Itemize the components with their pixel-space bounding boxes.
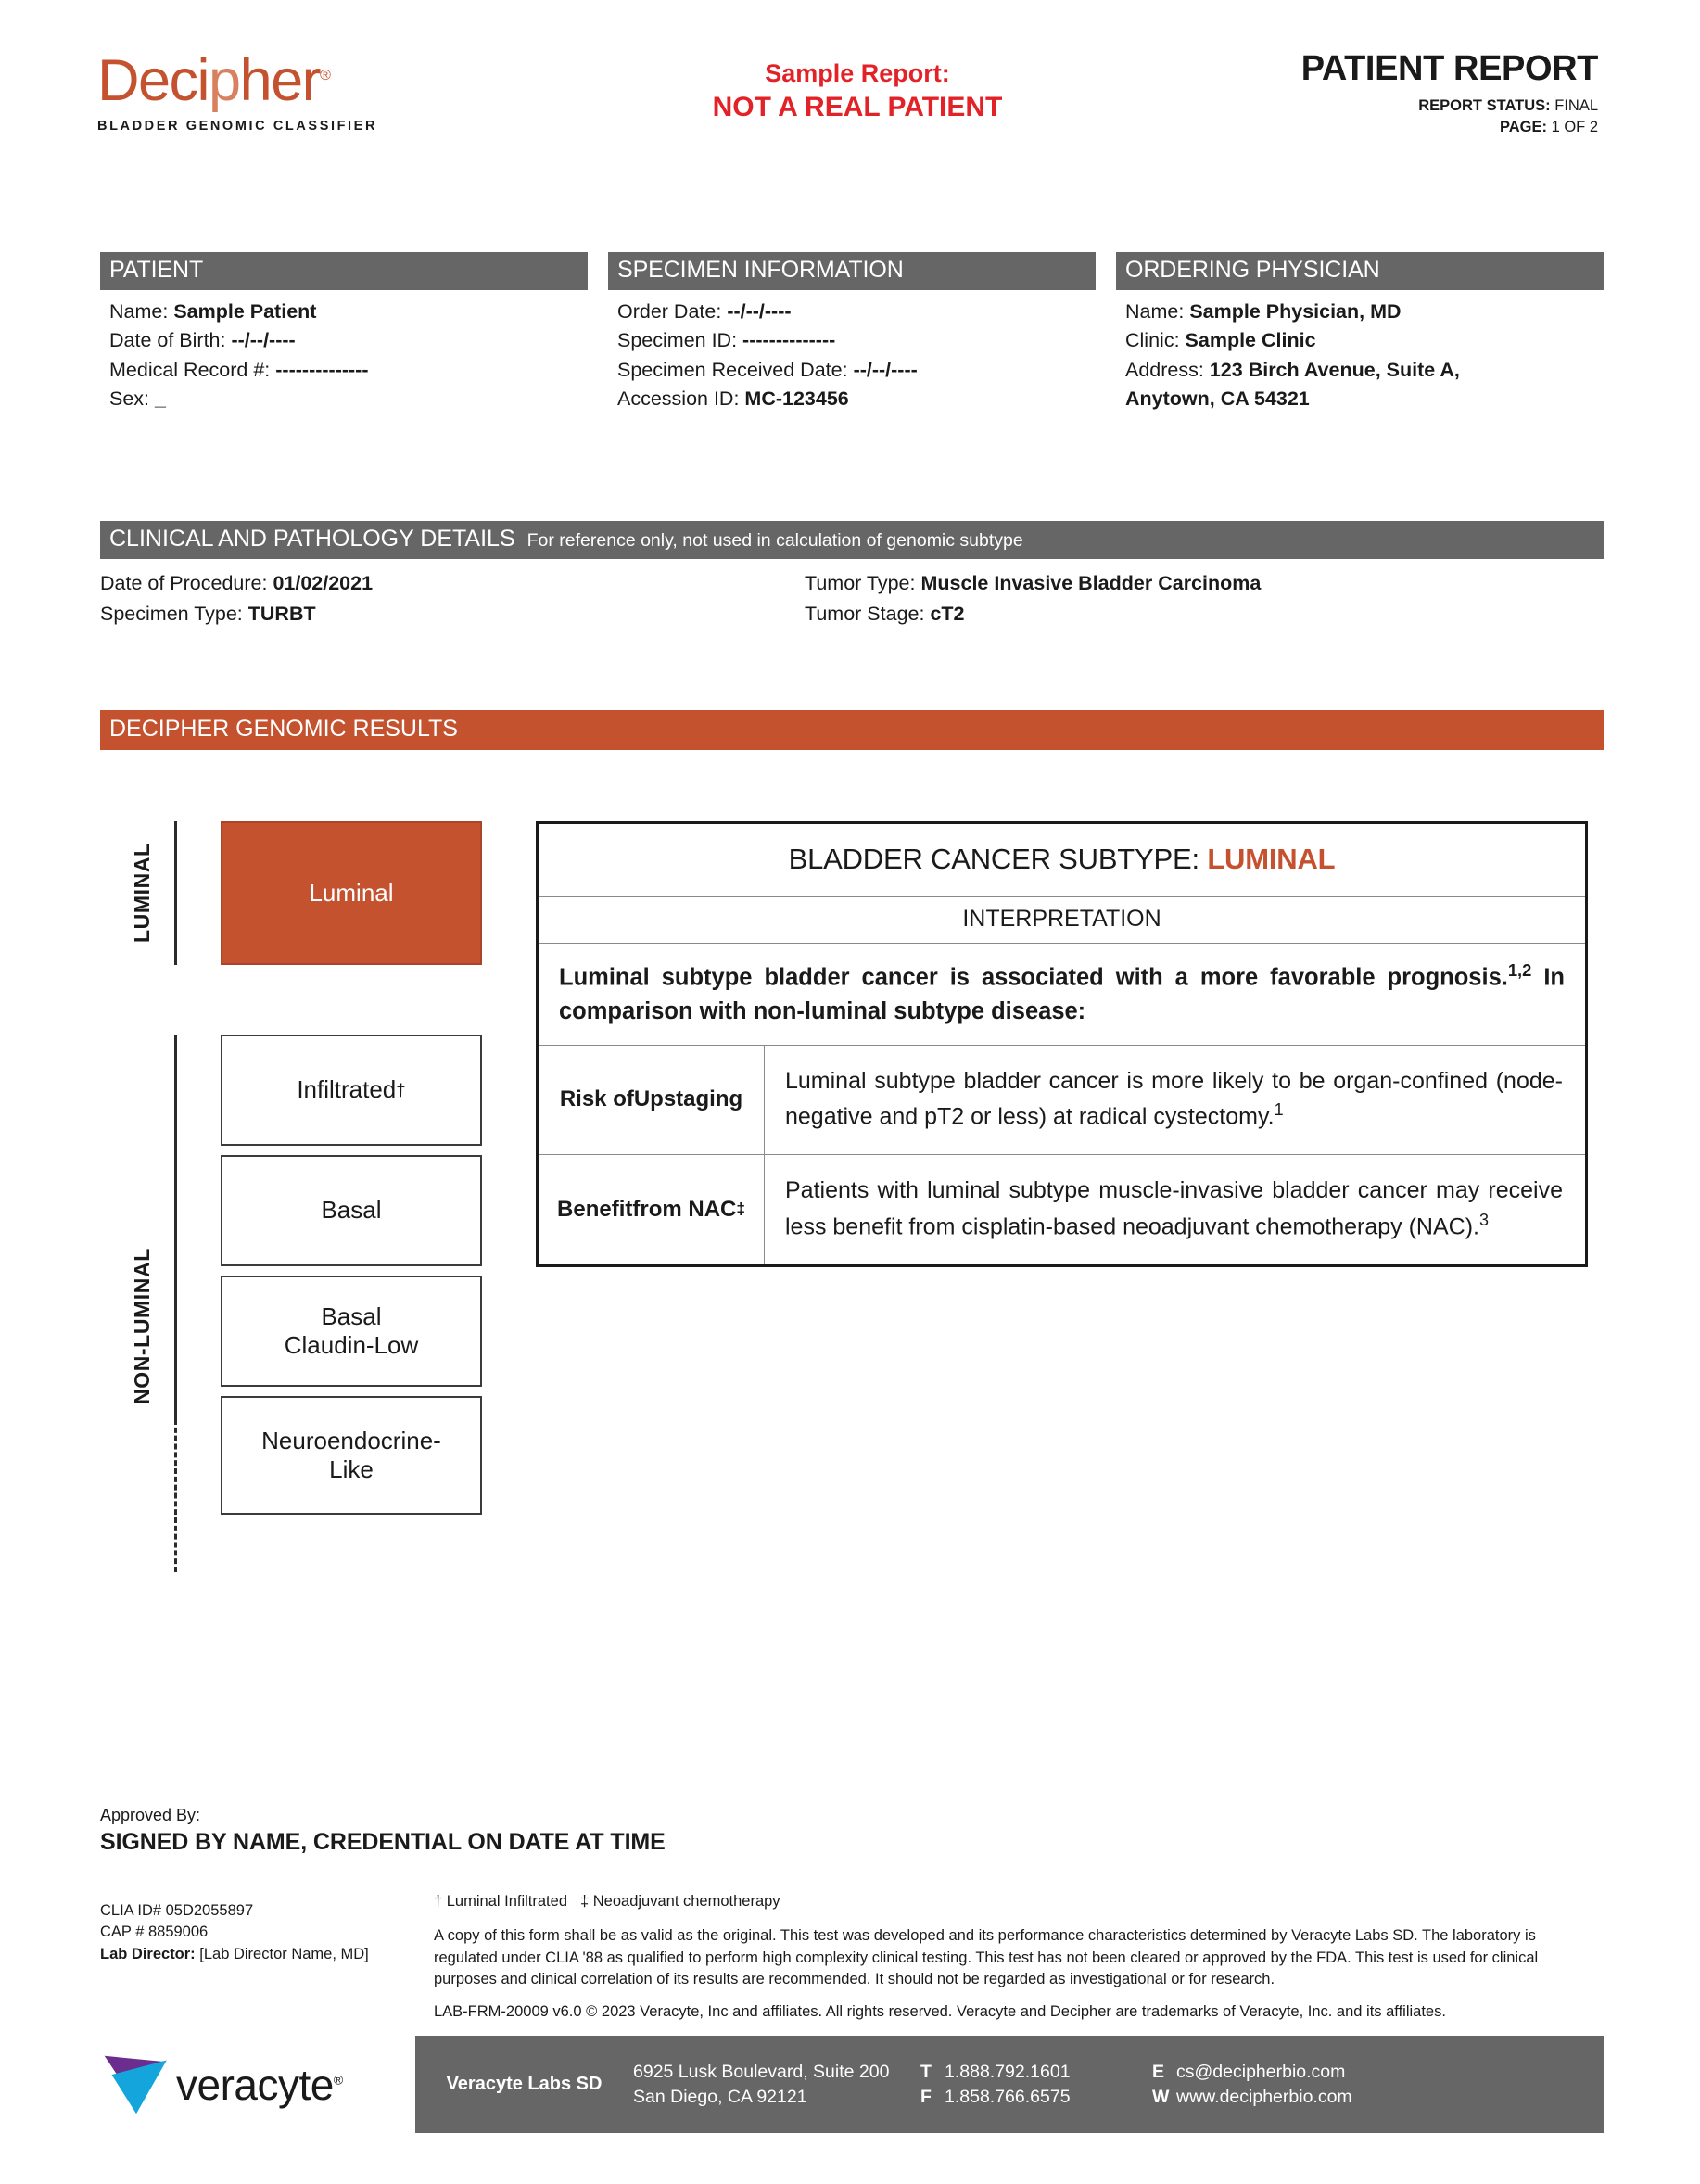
patient-dob-label: Date of Birth: bbox=[109, 329, 226, 352]
clinical-right-column bbox=[805, 568, 1509, 629]
tumor-stage-value: cT2 bbox=[930, 602, 965, 625]
subtype-box-luminal bbox=[221, 821, 482, 965]
bracket-non-luminal-dashed bbox=[174, 1419, 177, 1572]
physician-address-label: Address: bbox=[1125, 358, 1204, 381]
tumor-type-label: Tumor Type: bbox=[805, 572, 916, 594]
decipher-logo-tagline: BLADDER GENOMIC CLASSIFIER bbox=[97, 119, 378, 133]
fax-key: F bbox=[920, 2086, 932, 2107]
footnote-double-dagger: ‡ Neoadjuvant chemotherapy bbox=[580, 1893, 780, 1910]
patient-dob-row bbox=[109, 326, 578, 355]
physician-address-row bbox=[1125, 356, 1594, 414]
report-meta bbox=[1301, 50, 1598, 137]
tumor-stage-label: Tumor Stage: bbox=[805, 602, 925, 625]
footer-phone-row bbox=[920, 2060, 1152, 2085]
disclaimer-paragraph-2: LAB-FRM-20009 v6.0 © 2023 Veracyte, Inc and affiliates. All rights reserved. Veracyte and Decipher are trademarks of Veracyte, Inc. and its affiliates. bbox=[434, 2003, 1446, 2020]
specimen-panel bbox=[608, 252, 1096, 414]
veracyte-mark-icon bbox=[100, 2051, 172, 2118]
interpretation-row-upstaging bbox=[539, 1046, 1585, 1155]
footer-address-line2: San Diego, CA 92121 bbox=[633, 2086, 807, 2107]
clinical-pathology-title: CLINICAL AND PATHOLOGY DETAILS bbox=[109, 526, 515, 552]
row-text-benefit-from-nac bbox=[765, 1155, 1585, 1263]
footer-contact-bar bbox=[415, 2036, 1604, 2133]
upstaging-label-line1: Risk of bbox=[559, 1086, 634, 1112]
footer-website-row[interactable] bbox=[1152, 2085, 1604, 2110]
footer-address-line1: 6925 Lusk Boulevard, Suite 200 bbox=[633, 2061, 890, 2082]
upstaging-text: Luminal subtype bladder cancer is more likely to be organ-confined (node-negative and pT2 or less) at radical cystectomy. bbox=[785, 1067, 1563, 1130]
patient-dob-value: --/--/---- bbox=[231, 329, 296, 352]
neuroendocrine-line1: Neuroendocrine- bbox=[261, 1426, 441, 1454]
procedure-date-value: 01/02/2021 bbox=[273, 572, 374, 594]
subtype-box-neuroendocrine-like-label bbox=[261, 1427, 441, 1484]
disclaimer-paragraph-1: A copy of this form shall be as valid as the original. This test was developed and its performance characteristics determined by Veracyte Labs SD. The laboratory is regulated under CLIA '88 as qualified to perform high complexity clinical testing. This test has not been cleared or approved by the FDA. This test is used for clinical purposes and clinical correlation of its results are recommended. It should not be regarded as investigational or for research. bbox=[434, 1926, 1539, 1988]
upstaging-label-line2: Upstaging bbox=[633, 1086, 743, 1112]
bracket-luminal bbox=[174, 821, 177, 965]
fax-value: 1.858.766.6575 bbox=[945, 2086, 1071, 2107]
accession-id-row bbox=[617, 385, 1086, 413]
decipher-logo-text: Decipher bbox=[97, 48, 321, 113]
procedure-date-row bbox=[100, 568, 805, 599]
patient-mrn-value: -------------- bbox=[275, 358, 369, 381]
lab-credentials bbox=[100, 1900, 406, 1965]
web-key: W bbox=[1152, 2086, 1170, 2107]
interpretation-panel bbox=[536, 821, 1588, 1267]
footer-web-block bbox=[1152, 2060, 1604, 2109]
clinical-left-column bbox=[100, 568, 805, 629]
patient-mrn-row bbox=[109, 356, 578, 385]
report-status-value: FINAL bbox=[1554, 96, 1598, 114]
patient-sex-label: Sex: bbox=[109, 387, 150, 411]
physician-name-row bbox=[1125, 298, 1594, 326]
registered-trademark-icon: ® bbox=[320, 68, 330, 83]
specimen-type-row bbox=[100, 599, 805, 629]
accession-id-label-text: Accession ID: bbox=[617, 387, 740, 411]
report-header bbox=[0, 44, 1700, 165]
subtype-result-value: LUMINAL bbox=[1207, 843, 1336, 875]
group-label-non-luminal: NON-LUMINAL bbox=[130, 1248, 154, 1405]
report-status-label: REPORT STATUS: bbox=[1418, 96, 1551, 114]
patient-mrn-label: Medical Record #: bbox=[109, 358, 271, 381]
phone-value: 1.888.792.1601 bbox=[945, 2061, 1071, 2082]
upstaging-citation: 1 bbox=[1274, 1100, 1284, 1120]
approved-by-label: Approved By: bbox=[100, 1806, 201, 1824]
clia-id: CLIA ID# 05D2055897 bbox=[100, 1902, 254, 1919]
footnote-daggers bbox=[434, 1891, 1604, 1913]
subtype-box-luminal-label: Luminal bbox=[309, 878, 394, 907]
bracket-non-luminal bbox=[174, 1035, 177, 1419]
email-key: E bbox=[1152, 2061, 1165, 2082]
physician-panel-heading: ORDERING PHYSICIAN bbox=[1116, 252, 1604, 290]
info-panels bbox=[100, 252, 1604, 414]
clinical-pathology-body bbox=[100, 568, 1604, 629]
row-label-risk-of-upstaging bbox=[539, 1046, 765, 1154]
sample-report-line2: NOT A REAL PATIENT bbox=[712, 91, 1003, 122]
patient-panel-body bbox=[100, 290, 588, 414]
physician-clinic-row bbox=[1125, 326, 1594, 355]
footer-lab-name: Veracyte Labs SD bbox=[446, 2074, 603, 2094]
procedure-date-label: Date of Procedure: bbox=[100, 572, 268, 594]
decipher-logo-wordmark bbox=[97, 48, 330, 113]
clinical-pathology-section bbox=[100, 521, 1604, 629]
order-date-value: --/--/---- bbox=[727, 300, 792, 323]
physician-name-value: Sample Physician, MD bbox=[1189, 300, 1402, 323]
subtype-result-title bbox=[539, 824, 1585, 897]
row-label-benefit-from-nac bbox=[539, 1155, 765, 1263]
interpretation-lead bbox=[539, 944, 1585, 1046]
nac-label-line2: from NAC bbox=[632, 1196, 737, 1222]
web-value[interactable]: www.decipherbio.com bbox=[1176, 2086, 1352, 2107]
veracyte-logo bbox=[100, 2036, 387, 2133]
subtype-box-infiltrated bbox=[221, 1035, 482, 1146]
footer-fax-row bbox=[920, 2085, 1152, 2110]
lab-director-value: [Lab Director Name, MD] bbox=[199, 1945, 369, 1962]
physician-panel bbox=[1116, 252, 1604, 414]
report-status bbox=[1301, 95, 1598, 117]
nac-label-line1: Benefit bbox=[557, 1196, 633, 1222]
specimen-id-label: Specimen ID: bbox=[617, 329, 738, 352]
specimen-received-value: --/--/---- bbox=[853, 358, 918, 381]
patient-name-row bbox=[109, 298, 578, 326]
veracyte-word-text: veracyte bbox=[176, 2060, 334, 2109]
subtype-box-basal bbox=[221, 1155, 482, 1266]
specimen-received-label: Specimen Received Date: bbox=[617, 358, 848, 381]
infiltrated-dagger-icon: † bbox=[396, 1079, 406, 1099]
basal-claudin-line2: Claudin-Low bbox=[284, 1331, 419, 1359]
physician-clinic-value: Sample Clinic bbox=[1185, 329, 1316, 352]
tumor-type-value: Muscle Invasive Bladder Carcinoma bbox=[920, 572, 1262, 594]
sample-report-line1: Sample Report: bbox=[765, 59, 950, 87]
patient-sex-value: _ bbox=[155, 387, 166, 411]
nac-double-dagger-icon: ‡ bbox=[736, 1200, 745, 1219]
accession-id-value: MC-123456 bbox=[744, 387, 849, 411]
sample-report-banner bbox=[640, 57, 1075, 125]
specimen-received-row bbox=[617, 356, 1086, 385]
specimen-id-row bbox=[617, 326, 1086, 355]
subtype-box-infiltrated-label: Infiltrated bbox=[297, 1075, 397, 1104]
interpretation-subheading: INTERPRETATION bbox=[539, 897, 1585, 944]
patient-panel bbox=[100, 252, 588, 414]
page-title: PATIENT REPORT bbox=[1300, 49, 1598, 88]
physician-address-line2: Anytown, CA 54321 bbox=[1125, 387, 1310, 411]
basal-claudin-line1: Basal bbox=[321, 1302, 382, 1330]
interpretation-lead-citation: 1,2 bbox=[1507, 960, 1532, 980]
footnote-dagger: † Luminal Infiltrated bbox=[434, 1893, 567, 1910]
order-date-label: Order Date: bbox=[617, 300, 722, 323]
patient-name-value: Sample Patient bbox=[173, 300, 317, 323]
group-label-luminal: LUMINAL bbox=[130, 843, 154, 944]
tumor-stage-row bbox=[805, 599, 1509, 629]
cap-number: CAP # 8859006 bbox=[100, 1924, 209, 1941]
specimen-panel-heading: SPECIMEN INFORMATION bbox=[608, 252, 1096, 290]
decipher-logo bbox=[97, 48, 450, 133]
row-text-risk-of-upstaging bbox=[765, 1046, 1585, 1154]
subtype-box-basal-label: Basal bbox=[321, 1196, 382, 1225]
specimen-type-label: Specimen Type: bbox=[100, 602, 243, 625]
report-footer bbox=[100, 2036, 1604, 2133]
lab-director-row bbox=[100, 1944, 406, 1965]
page-number-label: PAGE: bbox=[1499, 118, 1547, 135]
footer-email-row[interactable] bbox=[1152, 2060, 1604, 2085]
subtype-ladder bbox=[130, 821, 482, 1628]
subtype-result-prefix: BLADDER CANCER SUBTYPE: bbox=[788, 843, 1208, 875]
interpretation-lead-text: Luminal subtype bladder cancer is associated with a more favorable prognosis. bbox=[559, 964, 1508, 991]
clinical-pathology-heading bbox=[100, 521, 1604, 559]
footer-address bbox=[633, 2060, 920, 2109]
patient-sex-row bbox=[109, 385, 578, 413]
email-value[interactable]: cs@decipherbio.com bbox=[1176, 2061, 1346, 2082]
interpretation-row-nac bbox=[539, 1155, 1585, 1263]
veracyte-registered-icon: ® bbox=[333, 2072, 343, 2088]
page-number bbox=[1301, 117, 1598, 138]
neuroendocrine-line2: Like bbox=[329, 1455, 374, 1483]
patient-name-label: Name: bbox=[109, 300, 169, 323]
patient-panel-heading: PATIENT bbox=[100, 252, 588, 290]
phone-key: T bbox=[920, 2061, 932, 2082]
order-date-row bbox=[617, 298, 1086, 326]
subtype-box-basal-claudin-low bbox=[221, 1276, 482, 1387]
nac-text: Patients with luminal subtype muscle-invasive bladder cancer may receive less benefit from cisplatin-based neoadjuvant chemotherapy (NAC). bbox=[785, 1177, 1563, 1240]
nac-citation: 3 bbox=[1479, 1210, 1490, 1229]
clinical-pathology-note: For reference only, not used in calculation of genomic subtype bbox=[526, 530, 1023, 551]
signature-text: SIGNED BY NAME, CREDENTIAL ON DATE AT TIME bbox=[100, 1829, 666, 1855]
page-number-value: 1 OF 2 bbox=[1551, 118, 1598, 135]
veracyte-wordmark bbox=[176, 2060, 343, 2110]
approval-block bbox=[100, 1806, 666, 1856]
physician-address-line1: 123 Birch Avenue, Suite A, bbox=[1209, 358, 1460, 381]
physician-clinic-label: Clinic: bbox=[1125, 329, 1180, 352]
interpretation-lead-text2: In comparison with non-luminal subtype disease: bbox=[559, 964, 1566, 1024]
subtype-box-neuroendocrine-like bbox=[221, 1396, 482, 1515]
physician-name-label: Name: bbox=[1125, 300, 1185, 323]
specimen-panel-body bbox=[608, 290, 1096, 414]
footer-phone-block bbox=[920, 2060, 1152, 2109]
specimen-id-value: -------------- bbox=[742, 329, 836, 352]
specimen-type-value: TURBT bbox=[247, 602, 316, 625]
tumor-type-row bbox=[805, 568, 1509, 599]
disclaimer-block bbox=[434, 1891, 1604, 2034]
genomic-results-banner: DECIPHER GENOMIC RESULTS bbox=[100, 710, 1604, 750]
physician-panel-body bbox=[1116, 290, 1604, 414]
lab-director-label: Lab Director: bbox=[100, 1945, 196, 1962]
subtype-box-basal-claudin-low-label bbox=[285, 1302, 419, 1360]
